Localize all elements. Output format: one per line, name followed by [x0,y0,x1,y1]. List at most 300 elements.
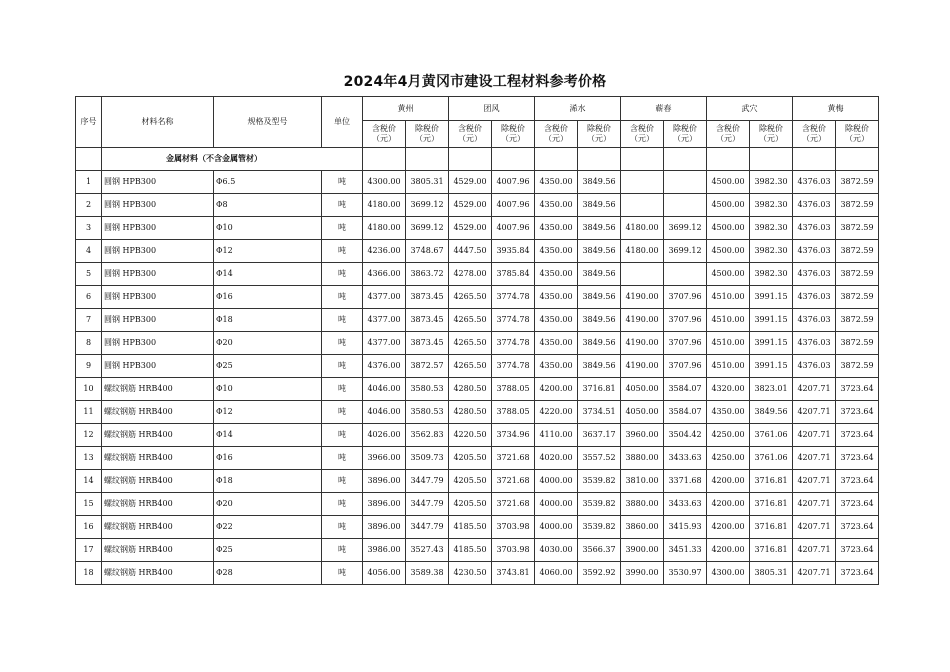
price-tax-included [621,194,664,217]
header-price-type-label: 含税价 [372,124,396,133]
price-tax-excluded: 3805.31 [750,562,793,585]
price-tax-excluded: 3723.64 [836,447,879,470]
price-tax-excluded: 3991.15 [750,355,793,378]
row-material-name: 螺纹钢筋 HRB400 [102,516,214,539]
price-tax-included: 4376.03 [793,217,836,240]
table-row [76,309,879,332]
price-tax-included: 4377.00 [363,309,406,332]
price-tax-included: 4220.00 [535,401,578,424]
page-title: 2024年4月黄冈市建设工程材料参考价格 [343,74,607,90]
header-material-name: 材料名称 [102,97,214,148]
price-tax-included: 4250.00 [707,447,750,470]
price-tax-included: 4207.71 [793,539,836,562]
price-tax-included: 4510.00 [707,286,750,309]
row-material-name: 螺纹钢筋 HRB400 [102,470,214,493]
table-row [76,355,879,378]
price-tax-included: 4350.00 [535,240,578,263]
price-tax-excluded: 3849.56 [578,286,621,309]
price-tax-excluded: 3982.30 [750,240,793,263]
price-tax-excluded: 3447.79 [406,493,449,516]
price-tax-excluded: 3774.78 [492,309,535,332]
section-empty-cell [664,148,707,171]
section-empty-cell [363,148,406,171]
price-tax-included: 4190.00 [621,309,664,332]
header-unit-yuan: （元） [630,134,654,143]
section-empty-cell [492,148,535,171]
price-tax-excluded: 3415.93 [664,516,707,539]
row-spec: Φ20 [214,332,322,355]
row-seq: 15 [76,493,102,516]
table-row [76,332,879,355]
row-seq: 5 [76,263,102,286]
price-tax-included: 4500.00 [707,194,750,217]
price-tax-included: 4050.00 [621,378,664,401]
price-tax-included: 4207.71 [793,562,836,585]
price-tax-included: 4207.71 [793,378,836,401]
price-tax-excluded: 3849.56 [578,309,621,332]
row-material-name: 螺纹钢筋 HRB400 [102,493,214,516]
price-tax-excluded: 3721.68 [492,470,535,493]
row-seq: 2 [76,194,102,217]
price-tax-excluded: 3589.38 [406,562,449,585]
price-tax-included: 4376.03 [793,263,836,286]
price-tax-excluded: 3873.45 [406,286,449,309]
price-tax-included: 3966.00 [363,447,406,470]
price-tax-excluded: 3849.56 [578,217,621,240]
row-seq: 3 [76,217,102,240]
price-tax-excluded: 3723.64 [836,516,879,539]
row-unit: 吨 [322,539,363,562]
price-tax-excluded: 3447.79 [406,516,449,539]
row-seq: 7 [76,309,102,332]
price-tax-excluded: 3716.81 [750,470,793,493]
header-region: 浠水 [535,97,621,121]
row-spec: Φ20 [214,493,322,516]
row-material-name: 螺纹钢筋 HRB400 [102,562,214,585]
header-price-type-label: 除税价 [501,124,525,133]
price-tax-excluded: 3873.45 [406,309,449,332]
price-tax-included: 3986.00 [363,539,406,562]
price-tax-included: 4500.00 [707,217,750,240]
price-tax-included: 4500.00 [707,263,750,286]
price-tax-included: 4320.00 [707,378,750,401]
row-unit: 吨 [322,286,363,309]
header-region: 武穴 [707,97,793,121]
section-empty-cell [836,148,879,171]
row-spec: Φ25 [214,539,322,562]
row-material-name: 螺纹钢筋 HRB400 [102,401,214,424]
price-tax-excluded: 3721.68 [492,447,535,470]
price-tax-excluded: 3849.56 [578,355,621,378]
header-unit-yuan: （元） [845,134,869,143]
row-spec: Φ10 [214,217,322,240]
price-tax-included: 4366.00 [363,263,406,286]
price-tax-included: 4278.00 [449,263,492,286]
row-seq: 14 [76,470,102,493]
price-tax-excluded: 3774.78 [492,286,535,309]
price-tax-excluded: 3707.96 [664,355,707,378]
price-tax-included: 3896.00 [363,493,406,516]
row-material-name: 螺纹钢筋 HRB400 [102,539,214,562]
price-tax-included: 4207.71 [793,447,836,470]
header-tax-excluded [578,121,621,148]
price-tax-excluded: 3699.12 [406,194,449,217]
header-tax-included [707,121,750,148]
price-tax-excluded: 3584.07 [664,378,707,401]
price-tax-excluded: 3562.83 [406,424,449,447]
row-unit: 吨 [322,217,363,240]
price-tax-excluded: 3721.68 [492,493,535,516]
table-row [76,263,879,286]
row-unit: 吨 [322,309,363,332]
price-tax-excluded: 3637.17 [578,424,621,447]
price-tax-excluded: 3566.37 [578,539,621,562]
header-price-type-label: 含税价 [544,124,568,133]
price-tax-excluded: 3788.05 [492,401,535,424]
price-tax-excluded: 3716.81 [750,539,793,562]
price-tax-included: 4060.00 [535,562,578,585]
row-seq: 9 [76,355,102,378]
price-tax-included: 4200.00 [707,470,750,493]
price-tax-included: 4376.03 [793,309,836,332]
row-material-name: 螺纹钢筋 HRB400 [102,424,214,447]
price-tax-excluded [664,263,707,286]
price-tax-included: 4200.00 [707,516,750,539]
price-tax-included: 4207.71 [793,424,836,447]
header-region: 黄梅 [793,97,879,121]
section-empty-cell [750,148,793,171]
price-tax-included: 4200.00 [707,493,750,516]
price-tax-included: 4500.00 [707,240,750,263]
price-tax-included: 4185.50 [449,539,492,562]
row-spec: Φ12 [214,401,322,424]
price-tax-included: 4377.00 [363,332,406,355]
header-unit-yuan: （元） [544,134,568,143]
row-material-name: 螺纹钢筋 HRB400 [102,447,214,470]
price-tax-included: 4265.50 [449,332,492,355]
row-spec: Φ28 [214,562,322,585]
header-unit-yuan: （元） [501,134,525,143]
price-tax-excluded: 3580.53 [406,378,449,401]
price-tax-excluded: 3873.45 [406,332,449,355]
price-tax-excluded: 3699.12 [664,217,707,240]
row-material-name: 圆钢 HPB300 [102,355,214,378]
price-tax-excluded: 3723.64 [836,424,879,447]
price-tax-excluded [664,171,707,194]
price-tax-excluded: 3723.64 [836,470,879,493]
section-empty-cell [621,148,664,171]
table-row [76,539,879,562]
price-tax-excluded: 3723.64 [836,378,879,401]
price-tax-excluded: 3699.12 [664,240,707,263]
price-tax-included: 4207.71 [793,516,836,539]
row-unit: 吨 [322,424,363,447]
price-tax-excluded: 3580.53 [406,401,449,424]
price-tax-excluded: 3716.81 [750,493,793,516]
price-tax-included: 4000.00 [535,516,578,539]
price-tax-excluded: 3991.15 [750,286,793,309]
price-tax-included: 4265.50 [449,355,492,378]
header-seq: 序号 [76,97,102,148]
price-tax-excluded: 3788.05 [492,378,535,401]
table-row [76,194,879,217]
section-row [76,148,879,171]
price-tax-excluded: 3723.64 [836,562,879,585]
price-tax-included: 4030.00 [535,539,578,562]
section-empty-cell [793,148,836,171]
price-tax-excluded: 3863.72 [406,263,449,286]
row-unit: 吨 [322,378,363,401]
price-tax-included: 3880.00 [621,493,664,516]
section-blank [76,148,102,171]
row-spec: Φ12 [214,240,322,263]
section-empty-cell [578,148,621,171]
price-table [75,96,879,585]
header-unit-yuan: （元） [716,134,740,143]
row-unit: 吨 [322,171,363,194]
price-tax-included: 4350.00 [535,263,578,286]
row-seq: 4 [76,240,102,263]
price-tax-excluded: 3872.59 [836,309,879,332]
price-tax-excluded: 3743.81 [492,562,535,585]
price-tax-included: 4056.00 [363,562,406,585]
section-empty-cell [449,148,492,171]
price-tax-excluded: 3872.59 [836,355,879,378]
price-tax-excluded: 3805.31 [406,171,449,194]
price-tax-included: 4529.00 [449,171,492,194]
price-tax-excluded: 3774.78 [492,332,535,355]
price-tax-included: 4207.71 [793,470,836,493]
price-tax-included: 4500.00 [707,171,750,194]
row-spec: Φ10 [214,378,322,401]
header-unit-yuan: （元） [759,134,783,143]
row-seq: 13 [76,447,102,470]
price-tax-excluded: 3849.56 [578,240,621,263]
row-seq: 18 [76,562,102,585]
price-tax-excluded: 3703.98 [492,516,535,539]
row-material-name: 圆钢 HPB300 [102,240,214,263]
price-tax-excluded: 3872.59 [836,194,879,217]
price-tax-excluded: 3433.63 [664,493,707,516]
price-tax-excluded: 3539.82 [578,493,621,516]
price-tax-included: 4376.03 [793,194,836,217]
price-tax-included: 4020.00 [535,447,578,470]
table-row [76,493,879,516]
row-seq: 17 [76,539,102,562]
header-unit-yuan: （元） [415,134,439,143]
price-tax-included: 4180.00 [621,240,664,263]
price-tax-excluded: 3849.56 [578,171,621,194]
row-unit: 吨 [322,355,363,378]
price-tax-excluded: 4007.96 [492,171,535,194]
price-tax-excluded: 3991.15 [750,332,793,355]
price-tax-excluded: 3748.67 [406,240,449,263]
price-tax-excluded: 3723.64 [836,401,879,424]
row-spec: Φ6.5 [214,171,322,194]
header-row-regions [76,97,879,121]
price-tax-included: 4207.71 [793,401,836,424]
header-region: 黄州 [363,97,449,121]
row-spec: Φ18 [214,309,322,332]
table-row [76,447,879,470]
price-tax-included: 4236.00 [363,240,406,263]
row-spec: Φ22 [214,516,322,539]
price-tax-included: 4185.50 [449,516,492,539]
row-seq: 16 [76,516,102,539]
price-tax-excluded: 3872.59 [836,171,879,194]
price-tax-excluded: 3707.96 [664,332,707,355]
row-spec: Φ18 [214,470,322,493]
row-spec: Φ8 [214,194,322,217]
section-title: 金属材料（不含金属管材） [102,148,363,171]
price-tax-excluded: 3872.59 [836,263,879,286]
price-tax-excluded: 3785.84 [492,263,535,286]
row-unit: 吨 [322,562,363,585]
price-tax-included: 4200.00 [707,539,750,562]
header-tax-included [621,121,664,148]
header-unit-yuan: （元） [458,134,482,143]
price-tax-excluded: 3530.97 [664,562,707,585]
table-row [76,171,879,194]
header-tax-included [449,121,492,148]
price-tax-excluded: 3935.84 [492,240,535,263]
row-material-name: 圆钢 HPB300 [102,332,214,355]
header-tax-excluded [750,121,793,148]
row-seq: 11 [76,401,102,424]
price-tax-excluded: 3849.56 [578,194,621,217]
price-tax-included: 3990.00 [621,562,664,585]
row-unit: 吨 [322,516,363,539]
price-tax-included: 4026.00 [363,424,406,447]
header-price-type-label: 含税价 [458,124,482,133]
price-tax-included: 4300.00 [363,171,406,194]
price-tax-included: 4000.00 [535,493,578,516]
price-tax-excluded: 3539.82 [578,516,621,539]
table-row [76,378,879,401]
header-unit-yuan: （元） [802,134,826,143]
price-tax-included: 4350.00 [535,171,578,194]
price-tax-excluded: 3872.59 [836,332,879,355]
header-region: 蕲春 [621,97,707,121]
table-row [76,286,879,309]
header-tax-excluded [492,121,535,148]
header-price-type-label: 含税价 [630,124,654,133]
price-tax-excluded: 3707.96 [664,286,707,309]
price-tax-excluded: 3849.56 [750,401,793,424]
price-tax-excluded: 3451.33 [664,539,707,562]
header-tax-included [363,121,406,148]
header-tax-excluded [406,121,449,148]
header-tax-included [535,121,578,148]
row-material-name: 圆钢 HPB300 [102,217,214,240]
price-tax-included: 4200.00 [535,378,578,401]
price-tax-included: 4350.00 [535,217,578,240]
header-price-type-label: 除税价 [759,124,783,133]
price-tax-included: 4207.71 [793,493,836,516]
header-price-type-label: 含税价 [716,124,740,133]
price-tax-included: 4350.00 [535,309,578,332]
price-tax-included: 4205.50 [449,470,492,493]
price-tax-included: 4190.00 [621,286,664,309]
price-tax-included: 3880.00 [621,447,664,470]
row-material-name: 圆钢 HPB300 [102,286,214,309]
price-tax-excluded: 3761.06 [750,447,793,470]
table-row [76,562,879,585]
price-tax-excluded: 3504.42 [664,424,707,447]
header-region: 团风 [449,97,535,121]
price-tax-included: 4265.50 [449,286,492,309]
price-tax-included: 4510.00 [707,309,750,332]
price-tax-included: 4180.00 [363,217,406,240]
price-tax-excluded: 3982.30 [750,194,793,217]
row-unit: 吨 [322,401,363,424]
price-tax-excluded: 3539.82 [578,470,621,493]
header-tax-excluded [836,121,879,148]
price-tax-excluded: 3823.01 [750,378,793,401]
table-row [76,217,879,240]
price-tax-excluded: 3734.96 [492,424,535,447]
price-tax-included: 4300.00 [707,562,750,585]
price-tax-included: 4377.00 [363,286,406,309]
price-tax-included: 4180.00 [621,217,664,240]
header-spec: 规格及型号 [214,97,322,148]
price-tax-excluded: 3849.56 [578,332,621,355]
section-empty-cell [406,148,449,171]
price-tax-included: 3900.00 [621,539,664,562]
table-row [76,240,879,263]
price-tax-excluded: 3509.73 [406,447,449,470]
table-row [76,424,879,447]
header-unit-yuan: （元） [673,134,697,143]
row-material-name: 圆钢 HPB300 [102,171,214,194]
table-row [76,516,879,539]
price-tax-excluded: 3982.30 [750,217,793,240]
row-material-name: 圆钢 HPB300 [102,309,214,332]
price-tax-included: 4250.00 [707,424,750,447]
price-tax-included: 4230.50 [449,562,492,585]
price-tax-excluded: 3872.59 [836,286,879,309]
price-tax-excluded: 3849.56 [578,263,621,286]
price-tax-excluded [664,194,707,217]
price-tax-included: 3896.00 [363,470,406,493]
row-unit: 吨 [322,194,363,217]
price-tax-included: 4376.03 [793,332,836,355]
price-tax-included: 4000.00 [535,470,578,493]
row-seq: 12 [76,424,102,447]
price-tax-included: 4376.03 [793,286,836,309]
table-row [76,470,879,493]
price-tax-included: 4350.00 [707,401,750,424]
price-tax-included [621,263,664,286]
price-tax-excluded: 3703.98 [492,539,535,562]
price-tax-excluded: 3699.12 [406,217,449,240]
price-tax-excluded: 3527.43 [406,539,449,562]
price-tax-excluded: 3982.30 [750,171,793,194]
price-tax-excluded: 3723.64 [836,493,879,516]
row-material-name: 圆钢 HPB300 [102,194,214,217]
row-unit: 吨 [322,447,363,470]
price-tax-included: 4220.50 [449,424,492,447]
header-price-type-label: 含税价 [802,124,826,133]
header-tax-excluded [664,121,707,148]
price-tax-included: 4050.00 [621,401,664,424]
row-material-name: 螺纹钢筋 HRB400 [102,378,214,401]
row-spec: Φ25 [214,355,322,378]
price-tax-included: 4110.00 [535,424,578,447]
row-spec: Φ16 [214,286,322,309]
price-tax-excluded: 4007.96 [492,194,535,217]
price-tax-excluded: 3592.92 [578,562,621,585]
